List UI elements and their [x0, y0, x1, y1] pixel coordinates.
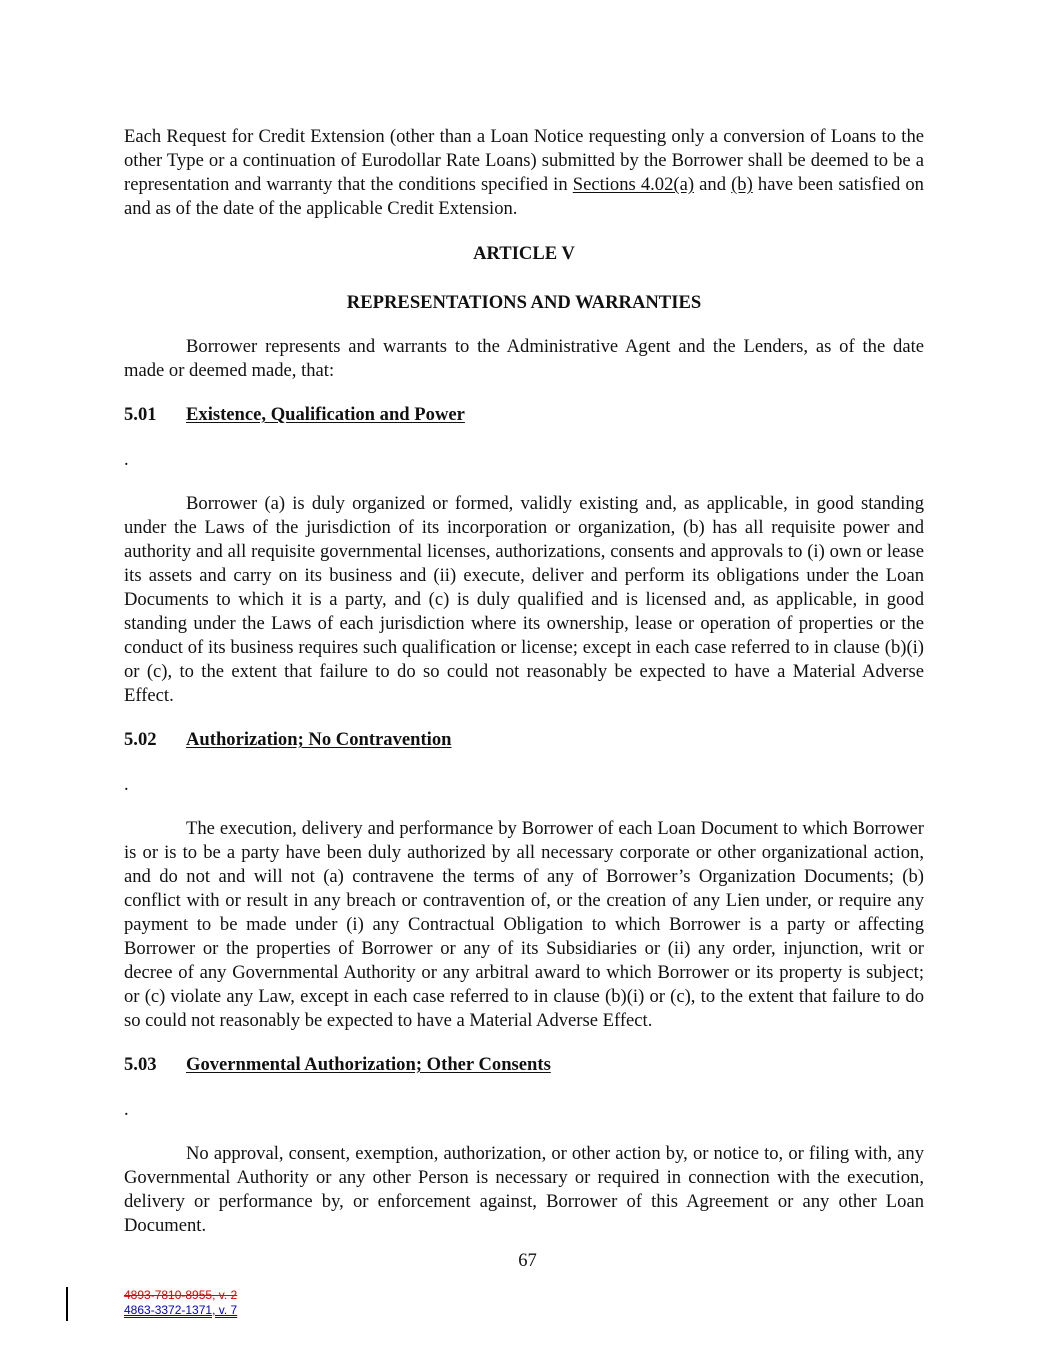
preamble-paragraph: Borrower represents and warrants to the Administrative Agent and the Lenders, as of the date made or deemed made, that:	[124, 336, 924, 381]
section-body: The execution, delivery and performance by Borrower of each Loan Document to which Borrower is or is to be a party have been duly authorized by all necessary corporate or other organizational action, and do not and will not (a) contravene the terms of any of Borrower’s Organization Documents; (b) conflict with or result in any breach or contravention of, or the creation of any Lien under, or require any payment to be made under (i) any Contractual Obligation to which Borrower is a party or affecting Borrower or the properties of Borrower or any of its Subsidiaries or (ii) any order, injunction, writ or decree of any Governmental Authority or any arbitral award to which Borrower or its property is subject; or (c) violate any Law, except in each case referred to in clause (b)(i) or (c), to the extent that failure to do so could not reasonably be expected to have a Material Adverse Effect.	[124, 818, 924, 1031]
section-title: Governmental Authorization; Other Consents	[186, 1054, 551, 1075]
section-dot: .	[124, 1099, 129, 1120]
section-number: 5.02	[124, 729, 157, 750]
sections-reference: Sections 4.02(a)	[572, 174, 695, 195]
intro-paragraph	[124, 125, 924, 221]
section-number: 5.01	[124, 404, 157, 425]
section-number: 5.03	[124, 1054, 157, 1075]
subsection-reference: (b)	[731, 174, 753, 195]
section-heading	[124, 728, 924, 752]
section-title: Existence, Qualification and Power	[186, 404, 465, 425]
intro-text: Each Request for Credit Extension (other than a Loan Notice requesting only a conversion of Loans to the other Type or a continuation of Eurodollar Rate Loans) submitted by the Borrower shall be deemed to be a representation and warranty that the conditions specified in	[124, 126, 924, 195]
section-dot: .	[124, 774, 129, 795]
section-body: Borrower (a) is duly organized or formed, validly existing and, as applicable, in good standing under the Laws of the jurisdiction of its incorporation or organization, (b) has all requisite power and authority and all requisite governmental licenses, authorizations, consents and approvals to (i) own or lease its assets and carry on its business and (ii) execute, deliver and perform its obligations under the Loan Documents to which it is a party, and (c) is duly qualified and is licensed and, as applicable, in good standing under the Laws of each jurisdiction where its ownership, lease or operation of properties or the conduct of its business requires such qualification or license; except in each case referred to in clause (b)(i) or (c), to the extent that failure to do so could not reasonably be expected to have a Material Adverse Effect.	[124, 493, 924, 706]
section-title: Authorization; No Contravention	[186, 729, 452, 750]
article-title: REPRESENTATIONS AND WARRANTIES	[346, 292, 702, 313]
section-body: No approval, consent, exemption, authorization, or other action by, or notice to, or filing with, any Governmental Authority or any other Person is necessary or required in connection with the execution, delivery or performance by, or enforcement against, Borrower of this Agreement or any other Loan Document.	[124, 1143, 924, 1236]
intro-text: and	[694, 174, 732, 195]
old-document-id: 4893-7810-8955, v. 2	[124, 1288, 238, 1302]
section-heading	[124, 1053, 924, 1077]
article-number: ARTICLE V	[473, 243, 575, 264]
revision-bar	[66, 1287, 68, 1321]
document-id-footer	[124, 1288, 237, 1318]
section-heading	[124, 403, 924, 427]
new-document-id: 4863-3372-1371, v. 7	[124, 1303, 238, 1317]
page-number: 67	[518, 1250, 537, 1271]
section-dot: .	[124, 449, 129, 470]
intro-text: have been satisfied on and as of the date of the applicable Credit Extension.	[124, 174, 924, 219]
document-body	[124, 125, 924, 1238]
